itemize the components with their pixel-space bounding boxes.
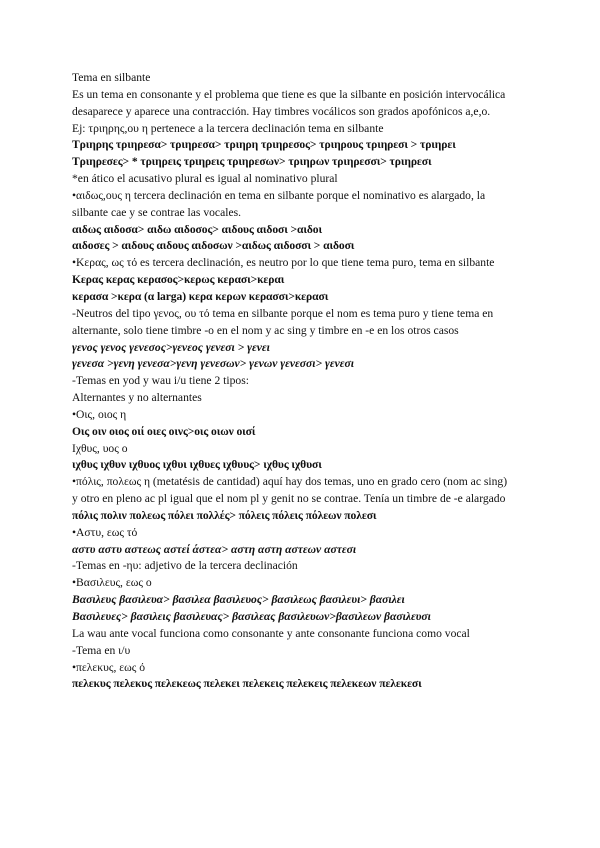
doc-line: -Temas en yod y wau i/u tiene 2 tipos:	[72, 374, 249, 388]
doc-line: -Temas en -ηυ: adjetivo de la tercera declinación	[72, 559, 298, 573]
declension-line: αιδοσες > αιδους αιδους αιδοσων >αιδως αιδοσσι > αιδοσι	[72, 239, 355, 253]
declension-line: κερασα >κερα (α larga) κερα κερων κερασσι>κερασι	[72, 289, 329, 303]
doc-line: Ιχθυς, υος ο	[72, 441, 128, 455]
declension-line: Βασιλευες> βασιλεις βασιλευας> βασιλεας βασιλευων>βασιλεων βασιλευσι	[72, 610, 431, 623]
doc-line: y otro en pleno ac pl igual que el nom pl y genit no se contrae. Tenía un timbre de -e alargado	[72, 492, 506, 506]
doc-line: alternante, solo tiene timbre -o en el nom y ac sing y timbre en -e en los otros casos	[72, 323, 459, 337]
declension-line: αιδως αιδοσα> αιδω αιδοσος> αιδους αιδοσι >αιδοι	[72, 222, 322, 236]
declension-line: Τριηρεσες> * τριηρεις τριηρεις τριηρεσων> τριηρων τριηρεσσι> τριηρεσι	[72, 155, 432, 169]
declension-line: ιχθυς ιχθυν ιχθυος ιχθυι ιχθυες ιχθυυς> ιχθυς ιχθυσι	[72, 458, 322, 472]
doc-line: Es un tema en consonante y el problema que tiene es que la silbante en posición intervocálica	[72, 87, 506, 101]
declension-line: αστυ αστυ αστεως αστεί άστεα> αστη αστη αστεων αστεσι	[72, 542, 357, 556]
declension-line: Τριηρης τριηρεσα> τριηρεσα> τριηρη τριηρεσος> τριηρους τριηρεσι > τριηρει	[72, 138, 456, 152]
doc-line-heading: Tema en silbante	[72, 71, 151, 84]
doc-line: Ej: τριηρης,ου η pertenece a la tercera declinación tema en silbante	[72, 121, 384, 135]
doc-line: desaparece y aparece una contracción. Hay timbres vocálicos son grados apofónicos a,e,o.	[72, 104, 491, 118]
doc-line: •Οις, οιος η	[72, 407, 127, 421]
declension-line: πόλις πολιν πολεως πόλει πολλές> πόλεις πόλεις πόλεων πολεσι	[72, 508, 377, 522]
doc-line: •Αστυ, εως τό	[72, 525, 138, 539]
declension-line: Κερας κερας κερασος>κερως κερασι>κεραι	[72, 273, 285, 287]
doc-line: •πελεκυς, εως ό	[72, 660, 146, 674]
declension-line: Βασιλευς βασιλευα> βασιλεα βασιλευος> βασιλεως βασιλευι> βασιλει	[72, 593, 405, 607]
doc-line: Alternantes y no alternantes	[72, 391, 202, 405]
doc-line: silbante cae y se contrae las vocales.	[72, 205, 241, 219]
declension-line: Οις οιν οιος οιί οιες οινς>οις οιων οισί	[72, 424, 256, 438]
declension-line: πελεκυς πελεκυς πελεκεως πελεκει πελεκεις πελεκεις πελεκεων πελεκεσι	[72, 677, 422, 691]
doc-line: •Κερας, ως τό es tercera declinación, es neutro por lo que tiene tema puro, tema en silbante	[72, 256, 495, 270]
declension-line: γενεσα >γενη γενεσα>γενη γενεσων> γενων γενεσσι> γενεσι	[72, 357, 354, 371]
doc-line: •Βασιλευς, εως ο	[72, 576, 152, 590]
doc-line: *en ático el acusativo plural es igual al nominativo plural	[72, 172, 338, 186]
doc-line: -Tema en ι/υ	[72, 643, 131, 657]
doc-line: •αιδως,ους η tercera declinación en tema en silbante porque el nominativo es alargado, la	[72, 188, 486, 202]
declension-line: γενος γενος γενεσος>γενεος γενεσι > γενει	[72, 340, 270, 354]
doc-line: La wau ante vocal funciona como consonante y ante consonante funciona como vocal	[72, 626, 470, 640]
doc-line: -Neutros del tipo γενος, ου τό tema en silbante porque el nom es tema puro y tiene tema en	[72, 306, 494, 320]
doc-line: •πόλις, πολεως η (metatésis de cantidad) aquí hay dos temas, uno en grado cero (nom ac sing)	[72, 475, 508, 489]
